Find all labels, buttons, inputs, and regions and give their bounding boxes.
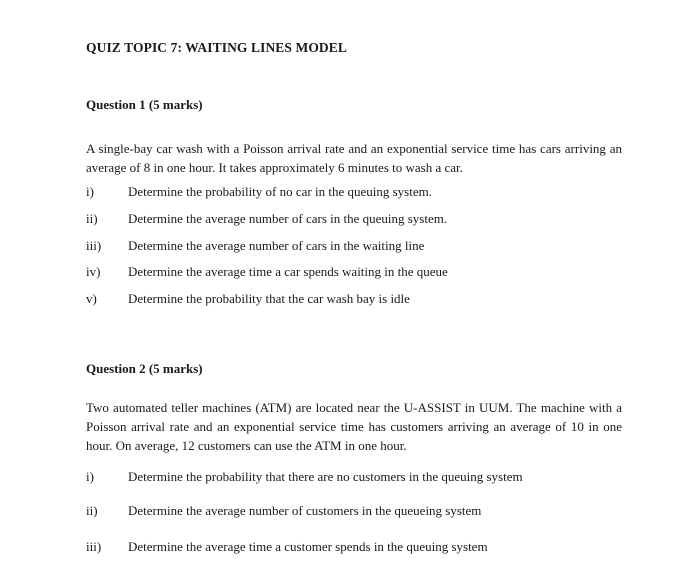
item-text: Determine the average number of cars in the waiting line (128, 238, 425, 253)
question-2-item (86, 468, 626, 486)
question-1-paragraph: A single-bay car wash with a Poisson arrival rate and an exponential service time has cars arriving an average of 8 in one hour. It takes approximately 6 minutes to wash a car. (86, 141, 622, 175)
item-text: Determine the average time a customer spends in the queuing system (128, 539, 488, 554)
question-1-item (86, 183, 626, 201)
item-number: i) (86, 469, 94, 484)
item-text: Determine the average number of cars in the queuing system. (128, 211, 448, 226)
question-1-item (86, 263, 626, 281)
item-number: v) (86, 291, 97, 306)
item-text: Determine the average number of customers in the queueing system (128, 503, 482, 518)
question-1-heading: Question 1 (5 marks) (86, 97, 203, 112)
question-1-item (86, 210, 626, 228)
item-text: Determine the probability of no car in the queuing system. (128, 184, 432, 199)
question-1-item (86, 290, 626, 308)
item-number: iii) (86, 539, 102, 554)
question-2-item (86, 502, 626, 520)
item-number: ii) (86, 211, 98, 226)
question-2-paragraph: Two automated teller machines (ATM) are located near the U-ASSIST in UUM. The machine with a Poisson arrival rate and an exponential service time has customers arriving an average of 10 in one hour. On average, 12 customers can use the ATM in one hour. (86, 400, 622, 453)
item-text: Determine the probability that there are no customers in the queuing system (128, 469, 523, 484)
question-1-item (86, 237, 626, 255)
document-title: QUIZ TOPIC 7: WAITING LINES MODEL (86, 40, 347, 55)
item-number: iii) (86, 238, 102, 253)
item-text: Determine the probability that the car wash bay is idle (128, 291, 410, 306)
question-2-heading: Question 2 (5 marks) (86, 361, 203, 376)
question-2-item (86, 538, 626, 556)
item-number: iv) (86, 264, 101, 279)
item-text: Determine the average time a car spends waiting in the queue (128, 264, 448, 279)
item-number: ii) (86, 503, 98, 518)
item-number: i) (86, 184, 94, 199)
